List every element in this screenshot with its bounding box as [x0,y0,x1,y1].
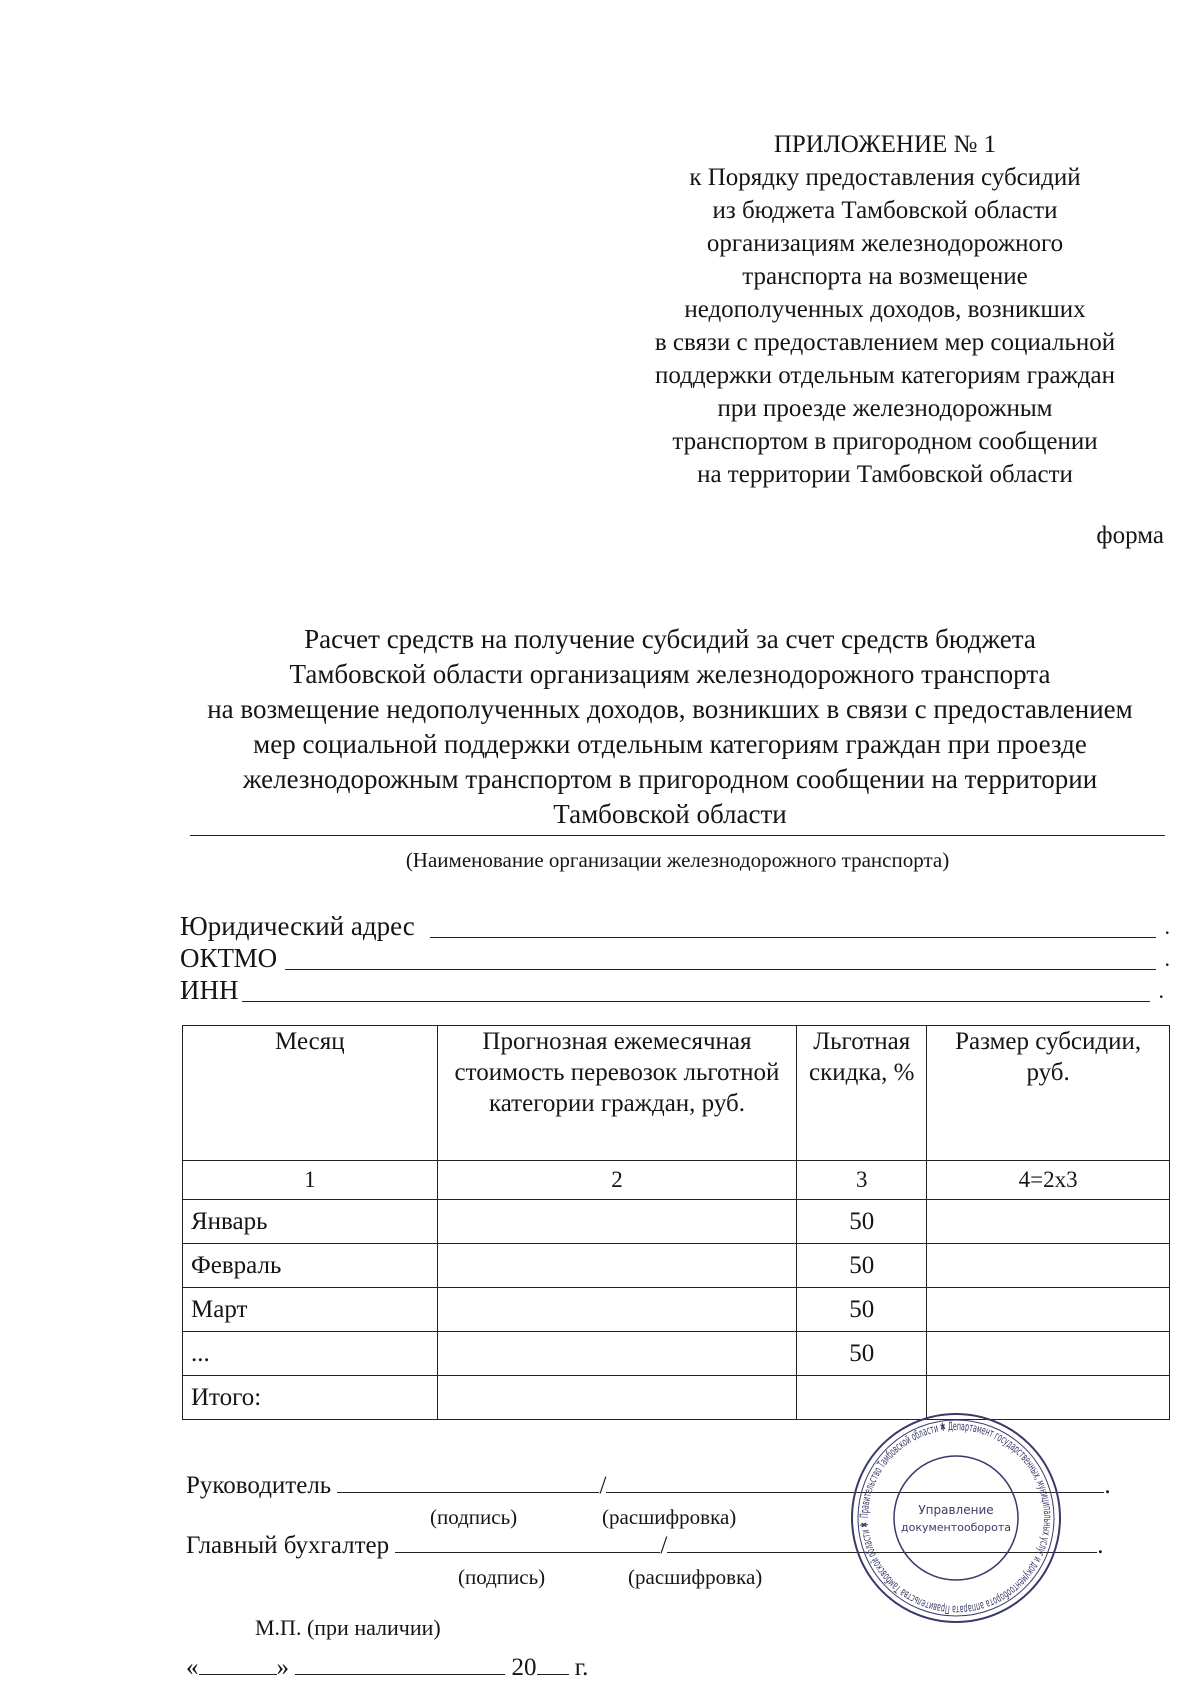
organization-stamp [846,1408,1066,1628]
decode-caption: (расшифровка) [602,1505,737,1529]
inn-label: ИНН [180,975,239,1005]
title-line: железнодорожным транспортом в пригородном сообщении на территории [242,764,1098,794]
year-suffix: г. [574,1654,589,1681]
total-label-cell: Итого: [183,1376,438,1420]
cost-cell[interactable] [437,1244,797,1288]
subsidy-cell[interactable] [927,1288,1170,1332]
end-mark: . [1158,978,1164,1003]
header-forecast-cost: Прогнозная ежемесячная стоимость перевозок льготной категории граждан, руб. [437,1026,797,1161]
discount-cell: 50 [797,1200,927,1244]
inn-field[interactable] [242,1001,1150,1002]
head-signature-field[interactable] [337,1470,599,1493]
table-row [183,1288,1170,1332]
stamp-outer-text: Правительство Тамбовской области ✱ Департамент государственных, муниципальных услуг и документооборота аппарата Правительства Тамбовской области ✱ [856,1418,1056,1618]
stamp-inner-line: Управление [918,1503,994,1517]
stamp-inner-ring [894,1456,1018,1580]
organization-name-caption: (Наименование организации железнодорожного транспорта) [405,848,950,872]
organization-name-field[interactable] [190,835,1165,836]
appendix-line: в связи с предоставлением мер социальной [654,329,1116,356]
appendix-title: ПРИЛОЖЕНИЕ № 1 [773,131,997,158]
table-row [183,1332,1170,1376]
date-row [186,1652,588,1682]
title-line: Расчет средств на получение субсидий за счет средств бюджета [304,624,1036,654]
column-number: 2 [437,1161,797,1200]
table-row [183,1244,1170,1288]
column-number-row [183,1161,1170,1200]
title-line: Тамбовской области организациям железнодорожного транспорта [289,659,1051,689]
subsidy-cell[interactable] [927,1332,1170,1376]
discount-cell: 50 [797,1288,927,1332]
subsidy-calculation-table [182,1025,1170,1420]
appendix-line: организациям железнодорожного [706,230,1064,257]
month-cell: ... [183,1332,438,1376]
header-subsidy: Размер субсидии, руб. [927,1026,1170,1161]
signature-caption: (подпись) [458,1565,546,1589]
oktmo-field[interactable] [285,969,1156,970]
appendix-header [600,128,1170,491]
legal-address-row [180,910,1170,944]
appendix-line: транспортом в пригородном сообщении [672,428,1098,455]
month-cell: Февраль [183,1244,438,1288]
head-label: Руководитель [186,1472,332,1499]
legal-address-label: Юридический адрес [180,911,415,941]
header-month: Месяц [183,1026,438,1161]
date-month-field[interactable] [295,1652,505,1675]
signature-caption: (подпись) [430,1505,518,1529]
title-line: Тамбовской области [553,799,787,829]
end-mark: . [1097,1532,1104,1559]
appendix-line: к Порядку предоставления субсидий [689,164,1081,191]
year-prefix: 20 [511,1654,537,1681]
cost-cell[interactable] [437,1200,797,1244]
close-quote: » [276,1654,289,1681]
legal-address-field[interactable] [430,937,1156,938]
oktmo-label: ОКТМО [180,943,278,973]
document-title [160,622,1180,832]
date-year-field[interactable] [537,1652,569,1675]
appendix-line: транспорта на возмещение [742,263,1028,290]
column-number: 1 [183,1161,438,1200]
month-cell: Март [183,1288,438,1332]
appendix-line: недополученных доходов, возникших [684,296,1086,323]
slash: / [660,1532,668,1559]
discount-cell: 50 [797,1332,927,1376]
month-cell: Январь [183,1200,438,1244]
form-label: форма [1096,522,1164,549]
title-line: мер социальной поддержки отдельным категориям граждан при проезде [253,729,1087,759]
table-header-row [183,1026,1170,1161]
open-quote: « [186,1654,199,1681]
appendix-line: на территории Тамбовской области [697,461,1073,488]
discount-cell: 50 [797,1244,927,1288]
cost-cell[interactable] [437,1332,797,1376]
column-number: 4=2х3 [927,1161,1170,1200]
appendix-line: поддержки отдельным категориям граждан [654,362,1116,389]
accountant-label: Главный бухгалтер [186,1532,390,1559]
accountant-signature-field[interactable] [395,1530,660,1553]
inn-row [180,974,1170,1008]
column-number: 3 [797,1161,927,1200]
table-row [183,1200,1170,1244]
appendix-line: при проезде железнодорожным [717,395,1053,422]
decode-caption: (расшифровка) [628,1565,763,1589]
subsidy-cell[interactable] [927,1244,1170,1288]
cost-cell[interactable] [437,1288,797,1332]
slash: / [599,1472,607,1499]
seal-label: М.П. (при наличии) [255,1615,441,1640]
appendix-line: из бюджета Тамбовской области [712,197,1058,224]
header-discount: Льготная скидка, % [797,1026,927,1161]
date-day-field[interactable] [199,1652,277,1675]
oktmo-row [180,942,1170,976]
stamp-inner-line: документооборота [901,1521,1011,1534]
end-mark: . [1164,914,1170,939]
stamp-outer-ring [852,1414,1060,1622]
end-mark: . [1164,946,1170,971]
title-line: на возмещение недополученных доходов, возникших в связи с предоставлением [207,694,1133,724]
total-cost-cell[interactable] [437,1376,797,1420]
end-mark: . [1104,1472,1111,1499]
subsidy-cell[interactable] [927,1200,1170,1244]
